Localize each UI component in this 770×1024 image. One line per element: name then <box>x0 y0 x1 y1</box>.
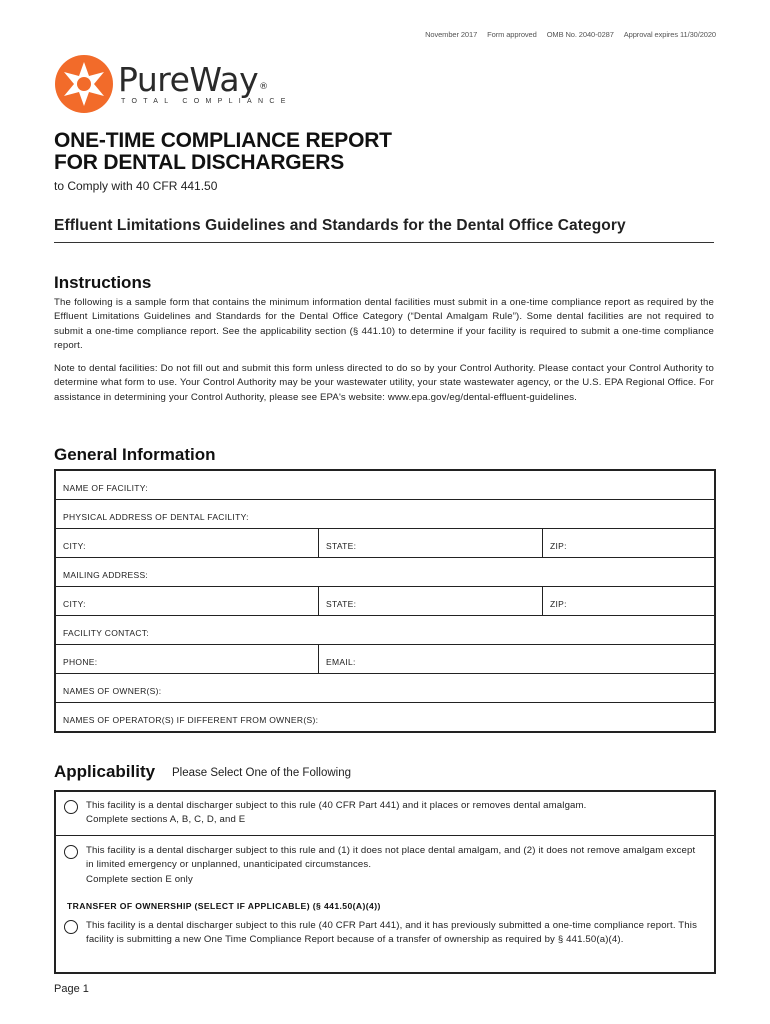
options-divider <box>56 835 714 836</box>
category-heading: Effluent Limitations Guidelines and Standards for the Dental Office Category <box>54 217 714 243</box>
owners-row[interactable] <box>56 673 714 702</box>
physical-address-field[interactable]: PHYSICAL ADDRESS OF DENTAL FACILITY: <box>63 512 249 522</box>
facility-name-row[interactable] <box>56 471 714 499</box>
mailing-city-field[interactable]: CITY: <box>56 587 319 615</box>
general-information-table <box>54 469 716 733</box>
brand-name: PureWay® <box>118 60 268 99</box>
physical-city-state-zip-row <box>56 528 714 557</box>
mailing-state-field[interactable]: STATE: <box>319 587 543 615</box>
title-line-2: FOR DENTAL DISCHARGERS <box>54 151 344 174</box>
owners-field[interactable]: NAMES OF OWNER(S): <box>63 686 162 696</box>
transfer-of-ownership-heading: TRANSFER OF OWNERSHIP (SELECT IF APPLICABLE) (§ 441.50(A)(4)) <box>67 901 381 911</box>
applicability-subheading: Please Select One of the Following <box>172 767 351 779</box>
pureway-star-icon <box>54 54 114 114</box>
physical-state-field[interactable]: STATE: <box>319 529 543 557</box>
option-2-radio[interactable] <box>64 845 78 859</box>
option-3-radio[interactable] <box>64 920 78 934</box>
page-title <box>54 130 392 174</box>
option-2-instruction: Complete section E only <box>86 873 193 885</box>
general-information-heading: General Information <box>54 445 216 464</box>
mailing-city-state-zip-row <box>56 586 714 615</box>
pureway-logo <box>54 54 294 116</box>
page-subtitle: to Comply with 40 CFR 441.50 <box>54 179 218 193</box>
physical-city-field[interactable]: CITY: <box>56 529 319 557</box>
physical-zip-field[interactable]: ZIP: <box>550 541 567 551</box>
instructions-heading: Instructions <box>54 273 152 292</box>
facility-contact-row[interactable] <box>56 615 714 644</box>
applicability-heading: Applicability <box>54 762 156 781</box>
facility-contact-field[interactable]: FACILITY CONTACT: <box>63 628 150 638</box>
facility-name-field[interactable]: NAME OF FACILITY: <box>63 483 148 493</box>
option-1-radio[interactable] <box>64 800 78 814</box>
email-field[interactable]: EMAIL: <box>326 657 356 667</box>
phone-field[interactable]: PHONE: <box>56 645 319 673</box>
form-status: Form approved <box>487 30 537 39</box>
physical-address-row[interactable] <box>56 499 714 528</box>
instructions-paragraph-2: Note to dental facilities: Do not fill out and submit this form unless directed to do so by your Control Authority. Please contact your Control Authority to determine what form to use. Your Control Authority may be your wastewater utility, your state wastewater agency, or the U.S. EPA Regional Office. For assistance in determining your Control Authority, please see EPA's website: www.epa.gov/eg/dental-effluent-guidelines. <box>54 363 714 403</box>
mailing-zip-field[interactable]: ZIP: <box>550 599 567 609</box>
option-1-text: This facility is a dental discharger subject to this rule (40 CFR Part 441) and it places or removes dental amalgam. <box>86 800 587 811</box>
mailing-address-field[interactable]: MAILING ADDRESS: <box>63 570 149 580</box>
page-number: Page 1 <box>54 983 89 995</box>
applicability-option-3[interactable] <box>64 919 704 948</box>
applicability-option-1[interactable] <box>64 799 704 828</box>
applicability-option-2[interactable] <box>64 844 704 887</box>
form-date: November 2017 <box>425 30 478 39</box>
applicability-options-box <box>54 790 716 974</box>
form-header-meta <box>417 30 716 39</box>
brand-tagline: TOTAL COMPLIANCE <box>121 98 292 105</box>
operators-field[interactable]: NAMES OF OPERATOR(S) IF DIFFERENT FROM OWNER(S): <box>63 715 319 725</box>
option-1-instruction: Complete sections A, B, C, D, and E <box>86 814 246 826</box>
option-3-text: This facility is a dental discharger subject to this rule (40 CFR Part 441), and it has previously submitted a one-time compliance report. This facility is submitting a new One Time Compliance Report because of a transfer of ownership as required by § 441.50(a)(4). <box>86 920 698 946</box>
mailing-address-row[interactable] <box>56 557 714 586</box>
instructions-paragraph-1: The following is a sample form that contains the minimum information dental facilities must submit in a one-time compliance report as required by the Effluent Limitations Guidelines and Standards for the Dental Office Category (“Dental Amalgam Rule”). Some dental facilities are not required to submit a one-time compliance report. See the applicability section (§ 441.10) to determine if your facility is required to submit a one-time compliance report. <box>54 297 714 352</box>
title-line-1: ONE-TIME COMPLIANCE REPORT <box>54 129 392 152</box>
omb-number: OMB No. 2040-0287 <box>546 30 614 39</box>
phone-email-row <box>56 644 714 673</box>
option-2-text: This facility is a dental discharger subject to this rule and (1) it does not place dental amalgam, and (2) it does not remove amalgam except in limited emergency or unplanned, unanticipated circumstances. <box>86 845 696 871</box>
approval-expiry: Approval expires 11/30/2020 <box>623 30 716 39</box>
operators-row[interactable] <box>56 702 714 731</box>
